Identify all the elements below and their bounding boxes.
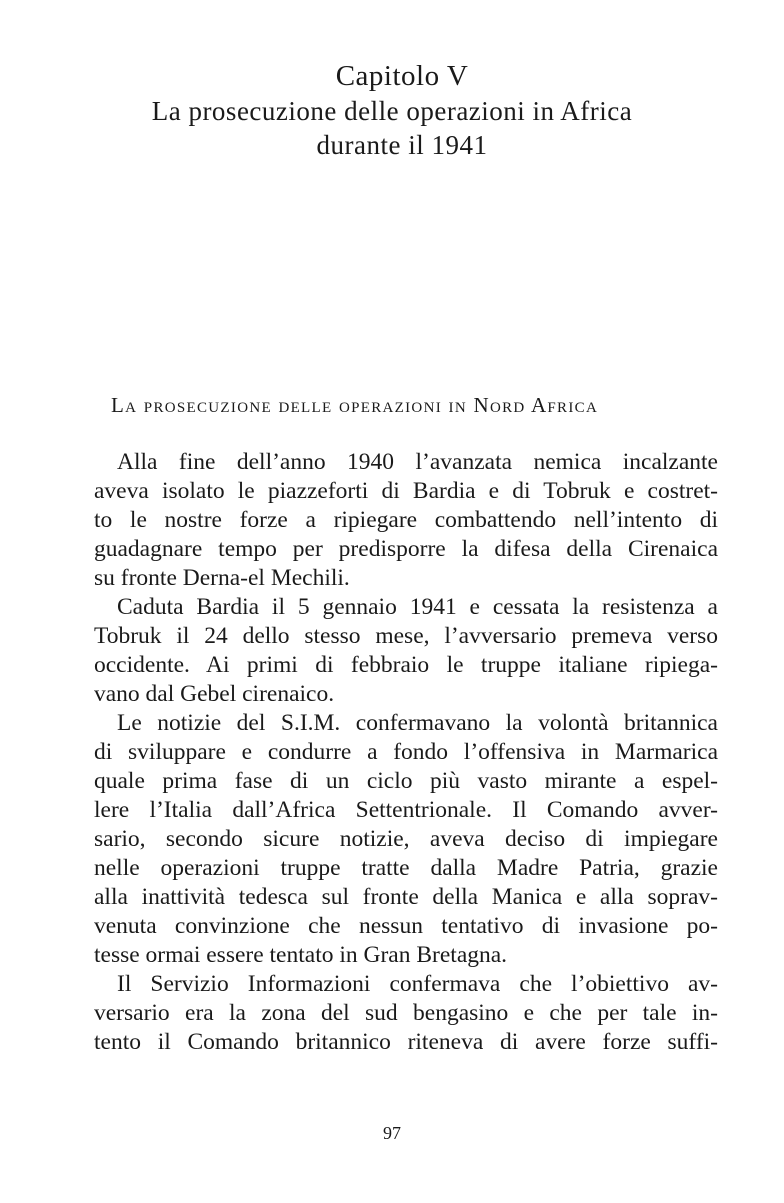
text-line: Caduta Bardia il 5 gennaio 1941 e cessata la resistenza a bbox=[117, 594, 718, 620]
page-number: 97 bbox=[383, 1123, 401, 1143]
text-line: occidente. Ai primi di febbraio le truppe italiane ripiega- bbox=[94, 652, 718, 678]
chapter-subtitle-line-1: La prosecuzione delle operazioni in Africa bbox=[151, 96, 633, 126]
chapter-subtitle bbox=[0, 94, 784, 162]
section-heading: La prosecuzione delle operazioni in Nord Africa bbox=[111, 393, 599, 417]
text-line: alla inattività tedesca sul fronte della Manica e alla soprav- bbox=[94, 884, 718, 910]
text-line: Il Servizio Informazioni confermava che l’obiettivo av- bbox=[117, 971, 718, 997]
text-line: vano dal Gebel cirenaico. bbox=[94, 681, 335, 707]
paragraph-1 bbox=[94, 448, 718, 593]
chapter-subtitle-line-2: durante il 1941 bbox=[316, 130, 488, 160]
text-line: quale prima fase di un ciclo più vasto mirante a espel- bbox=[94, 768, 718, 794]
paragraph-3 bbox=[94, 709, 718, 970]
text-line: venuta convinzione che nessun tentativo di invasione po- bbox=[94, 913, 718, 939]
text-line: Le notizie del S.I.M. confermavano la volontà britannica bbox=[117, 710, 718, 736]
text-line: Alla fine dell’anno 1940 l’avanzata nemica incalzante bbox=[117, 449, 718, 475]
text-line: tesse ormai essere tentato in Gran Bretagna. bbox=[94, 942, 508, 968]
chapter-title: Capitolo V bbox=[335, 60, 469, 92]
text-line: tento il Comando britannico riteneva di avere forze suffi- bbox=[94, 1029, 718, 1055]
text-line: versario era la zona del sud bengasino e che per tale in- bbox=[94, 1000, 718, 1026]
text-line: lere l’Italia dall’Africa Settentrionale. Il Comando avver- bbox=[94, 797, 718, 823]
text-line: nelle operazioni truppe tratte dalla Madre Patria, grazie bbox=[94, 855, 718, 881]
body-text bbox=[94, 448, 718, 1057]
paragraph-2 bbox=[94, 593, 718, 709]
text-line: di sviluppare e condurre a fondo l’offensiva in Marmarica bbox=[94, 739, 718, 765]
text-line: su fronte Derna-el Mechili. bbox=[94, 565, 350, 591]
chapter-heading bbox=[0, 58, 784, 162]
paragraph-4 bbox=[94, 970, 718, 1057]
text-line: Tobruk il 24 dello stesso mese, l’avversario premeva verso bbox=[94, 623, 718, 649]
text-line: sario, secondo sicure notizie, aveva deciso di impiegare bbox=[94, 826, 718, 852]
text-line: to le nostre forze a ripiegare combattendo nell’intento di bbox=[94, 507, 718, 533]
text-line: guadagnare tempo per predisporre la difesa della Cirenaica bbox=[94, 536, 718, 562]
text-line: aveva isolato le piazzeforti di Bardia e di Tobruk e costret- bbox=[94, 478, 718, 504]
